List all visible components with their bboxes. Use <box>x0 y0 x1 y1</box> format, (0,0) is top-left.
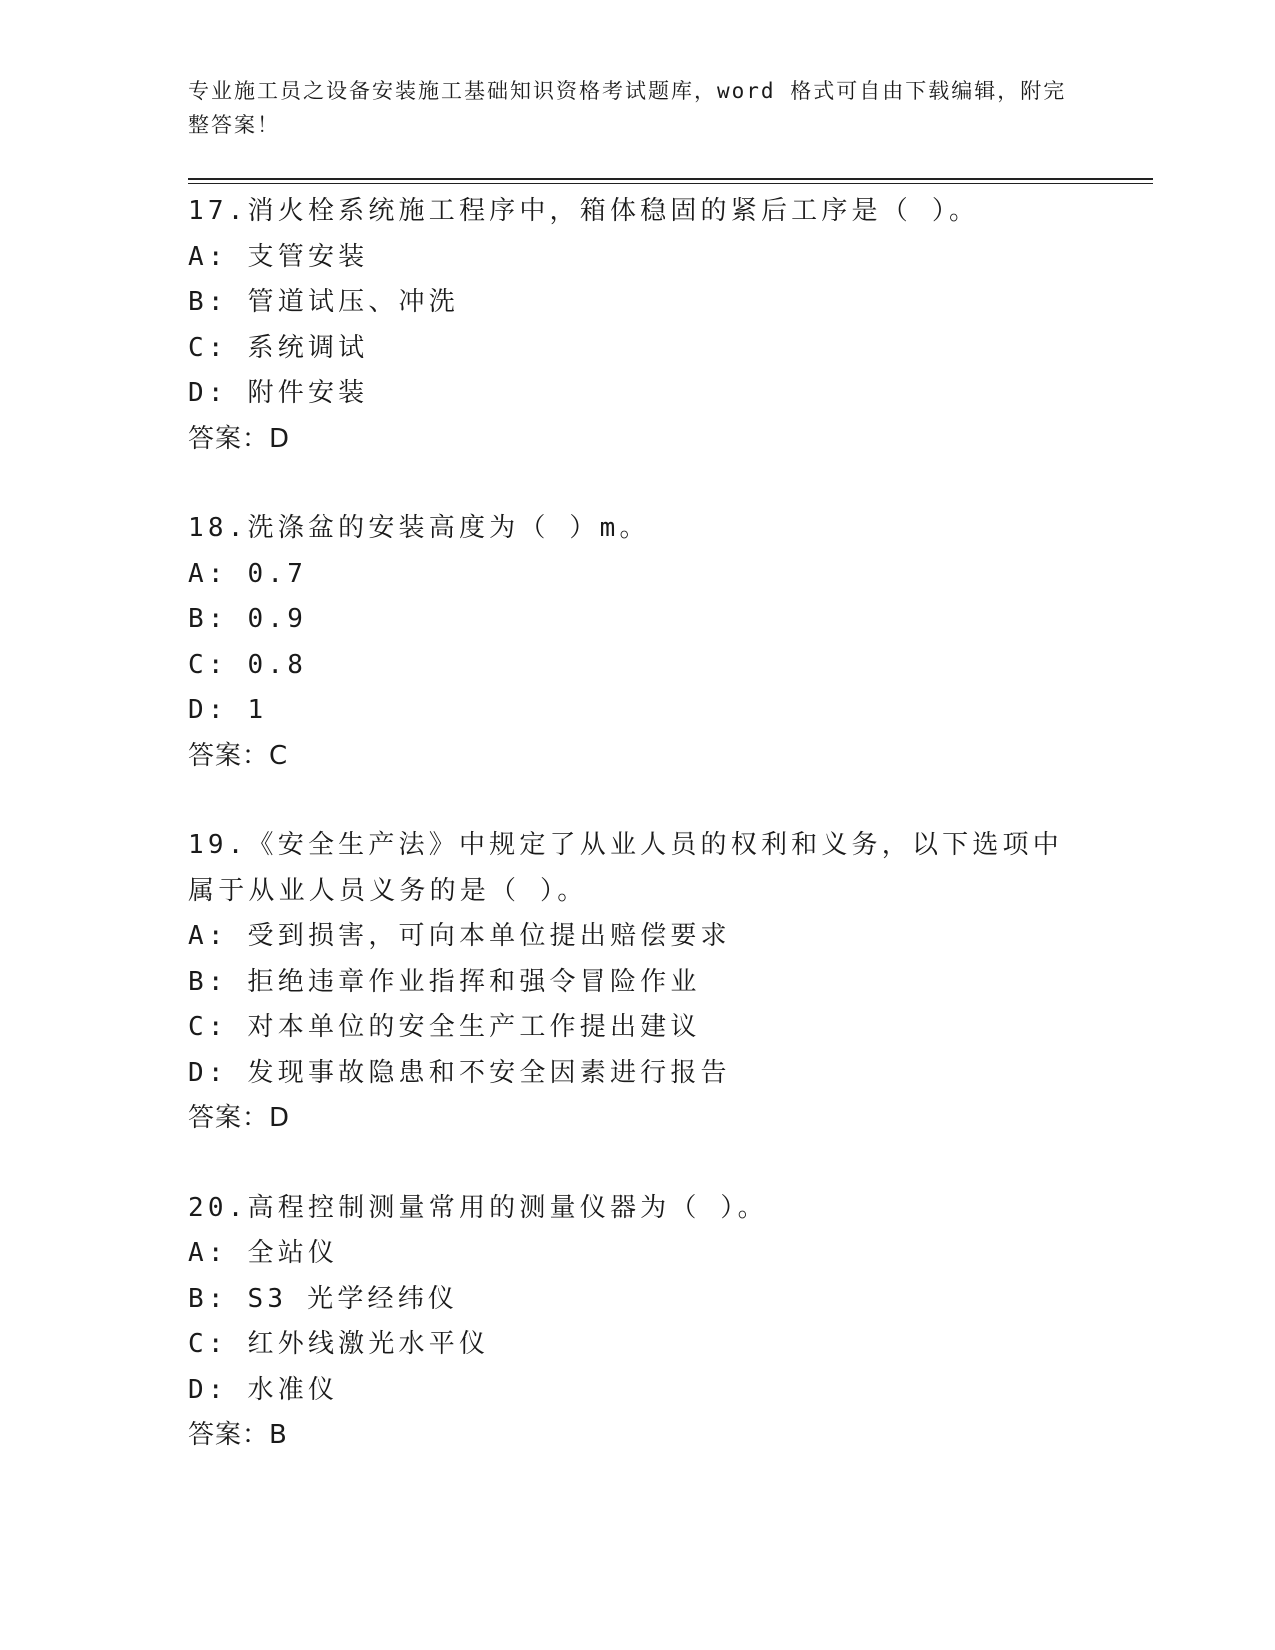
question-stem: 18.洗涤盆的安装高度为（ ）m。 <box>188 513 650 543</box>
answer-line: 答案：D <box>188 423 291 454</box>
option-c: C: 系统调试 <box>188 332 369 363</box>
option-c: C: 对本单位的安全生产工作提出建议 <box>188 1012 701 1042</box>
question-stem: 17.消火栓系统施工程序中，箱体稳固的紧后工序是（ ）。 <box>188 196 980 226</box>
question-stem: 20.高程控制测量常用的测量仪器为（ ）。 <box>188 1192 768 1223</box>
option-d: D: 1 <box>188 695 268 725</box>
question-list <box>188 189 1088 1503</box>
option-d: D: 发现事故隐患和不安全因素进行报告 <box>188 1057 731 1088</box>
header-divider-thick <box>188 178 1153 180</box>
question-stem: 19.《安全生产法》中规定了从业人员的权利和义务，以下选项中属于从业人员义务的是（ ）。 <box>188 830 1063 906</box>
header-divider-thin <box>188 183 1153 184</box>
answer-line: 答案：C <box>188 740 289 771</box>
question-19 <box>188 823 1088 1142</box>
question-20 <box>188 1186 1088 1459</box>
option-a: A: 0.7 <box>188 558 308 589</box>
option-a: A: 受到损害，可向本单位提出赔偿要求 <box>188 921 731 951</box>
answer-line: 答案：D <box>188 1103 291 1133</box>
option-a: A: 全站仪 <box>188 1238 339 1268</box>
answer-line: 答案：B <box>188 1420 288 1450</box>
option-c: C: 红外线激光水平仪 <box>188 1329 490 1359</box>
option-b: B: 拒绝违章作业指挥和强令冒险作业 <box>188 966 701 997</box>
option-d: D: 附件安装 <box>188 378 369 408</box>
option-b: B: S3 光学经纬仪 <box>188 1283 459 1314</box>
option-b: B: 0.9 <box>188 604 308 634</box>
option-a: A: 支管安装 <box>188 241 369 272</box>
question-17 <box>188 189 1088 462</box>
question-18 <box>188 506 1088 779</box>
option-b: B: 管道试压、冲洗 <box>188 287 459 317</box>
option-d: D: 水准仪 <box>188 1374 339 1405</box>
option-c: C: 0.8 <box>188 649 308 680</box>
document-header: 专业施工员之设备安装施工基础知识资格考试题库，word 格式可自由下载编辑，附完整答案！ <box>188 79 1067 137</box>
